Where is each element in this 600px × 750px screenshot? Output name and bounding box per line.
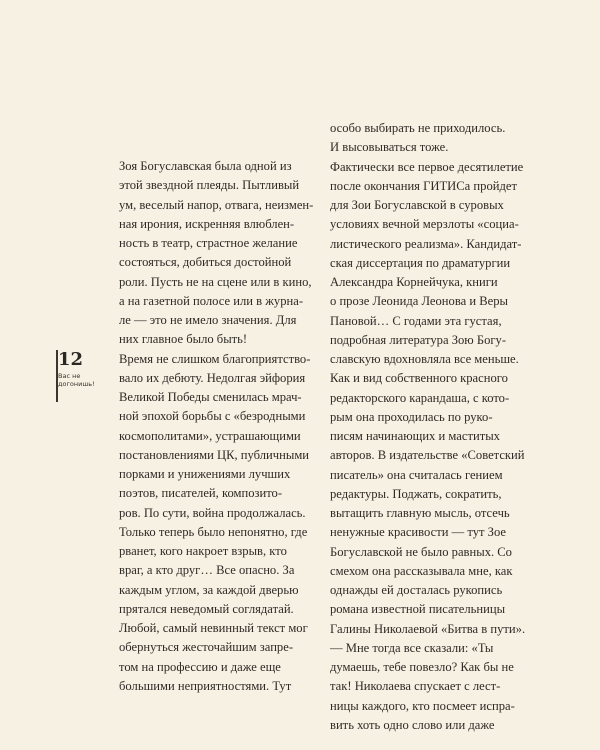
left-column-line: постановлениями ЦК, публичными xyxy=(119,447,310,462)
left-column-line: Зоя Богуславская была одной из xyxy=(119,159,292,173)
left-column-line: вало их дебюту. Недолгая эйфория xyxy=(119,370,306,385)
left-column-line: ность в театр, страстное желание xyxy=(119,236,298,250)
left-column-line: этой звездной плеяды. Пытливый xyxy=(119,178,300,193)
left-column-line: ум, веселый напор, отвага, неизмен- xyxy=(119,197,314,212)
right-column-line: после окончания ГИТИСа пройдет xyxy=(330,178,517,193)
margin-rule xyxy=(56,350,58,402)
left-column-line: Любой, самый невинный текст мог xyxy=(119,621,308,635)
left-column-line: прятался неведомый соглядатай. xyxy=(119,601,294,616)
left-column-line: Великой Победы сменилась мрач- xyxy=(119,390,302,404)
page-marker xyxy=(58,350,98,388)
right-column-line: ницы каждого, кто посмеет испра- xyxy=(330,698,515,713)
right-column-line: вытащить главную мысль, отсечь xyxy=(330,506,510,520)
right-column-line: писатель» она считалась гением xyxy=(330,467,503,482)
right-column-line: вить хоть одно слово или даже xyxy=(330,717,495,732)
left-column-line: ров. По сути, война продолжалась. xyxy=(119,505,306,520)
right-column-line: редактуры. Поджать, сократить, xyxy=(330,486,502,501)
right-column-line: — Мне тогда все сказали: «Ты xyxy=(330,640,494,655)
right-column-line: Александра Корнейчука, книги xyxy=(330,275,498,289)
left-column-line: ной эпохой борьбы с «безродными xyxy=(119,409,306,424)
page-number: 12 xyxy=(58,349,84,370)
text-column-right xyxy=(330,119,540,735)
right-column-line: авторов. В издательстве «Советский xyxy=(330,448,525,463)
left-column-line: ле — это не имело значения. Для xyxy=(119,313,297,327)
right-column-line: особо выбирать не приходилось. xyxy=(330,121,506,135)
right-column-line: подробная литература Зою Богу- xyxy=(330,332,507,347)
right-column-line: рым она проходилась по руко- xyxy=(330,409,493,424)
left-column-line: состояться, добиться достойной xyxy=(119,255,292,270)
left-column-line: космополитами», устрашающими xyxy=(119,428,301,443)
right-column-line: Как и вид собственного красного xyxy=(330,371,508,386)
left-column-line: обернуться жесточайшим запре- xyxy=(119,640,294,655)
left-column-line: них главное было быть! xyxy=(119,332,248,347)
right-column-line: писям начинающих и маститых xyxy=(330,429,500,443)
left-column-line: том на профессию и даже еще xyxy=(119,659,281,674)
right-column-line: о прозе Леонида Леонова и Веры xyxy=(330,294,508,309)
right-column-line: романа известной писательницы xyxy=(330,602,506,617)
right-column-line: Богуславской не было равных. Со xyxy=(330,544,512,559)
right-column-line: ская диссертация по драматургии xyxy=(330,255,511,270)
left-column-line: а на газетной полосе или в журна- xyxy=(119,293,304,308)
right-column-line: Фактически все первое десятилетие xyxy=(330,159,524,174)
right-column-line: листического реализма». Кандидат- xyxy=(330,236,522,251)
right-column-line: ненужные красивости — тут Зое xyxy=(330,525,507,540)
right-column-line: для Зои Богуславской в суровых xyxy=(330,198,504,212)
left-column-line: рванет, кого накроет взрыв, кто xyxy=(119,544,287,558)
right-column-line: так! Николаева спускает с лест- xyxy=(330,679,501,694)
right-column-line: славскую вдохновляла все меньше. xyxy=(330,352,519,366)
left-column-line: Только теперь было непонятно, где xyxy=(119,524,308,539)
running-caption xyxy=(58,372,98,388)
left-column-line: порками и унижениями лучших xyxy=(119,467,291,481)
right-column-line: Пановой… С годами эта густая, xyxy=(330,313,502,328)
left-column-line: поэтов, писателей, композито- xyxy=(119,486,283,501)
left-column-line: Время не слишком благоприятство- xyxy=(119,351,311,366)
right-column-line: условиях вечной мерзлоты «социа- xyxy=(330,217,519,232)
right-column-line: редакторского карандаша, с кото- xyxy=(330,390,510,405)
right-column-line: И высовываться тоже. xyxy=(330,140,449,155)
running-caption-line: Вас не xyxy=(58,372,81,380)
right-column-line: Галины Николаевой «Битва в пути». xyxy=(330,621,526,636)
left-column-line: роли. Пусть не на сцене или в кино, xyxy=(119,274,312,289)
left-column-line: враг, а кто друг… Все опасно. За xyxy=(119,563,295,578)
left-column-line: большими неприятностями. Тут xyxy=(119,678,292,693)
right-column-line: однажды ей досталась рукопись xyxy=(330,583,503,597)
text-column-left xyxy=(119,157,319,696)
running-caption-line: догонишь! xyxy=(58,380,95,388)
left-column-line: ная ирония, искренняя влюблен- xyxy=(119,216,295,231)
left-column-line: каждым углом, за каждой дверью xyxy=(119,582,299,597)
right-column-line: думаешь, тебе повезло? Как бы не xyxy=(330,660,514,674)
right-column-line: смехом она рассказывала мне, как xyxy=(330,563,513,578)
